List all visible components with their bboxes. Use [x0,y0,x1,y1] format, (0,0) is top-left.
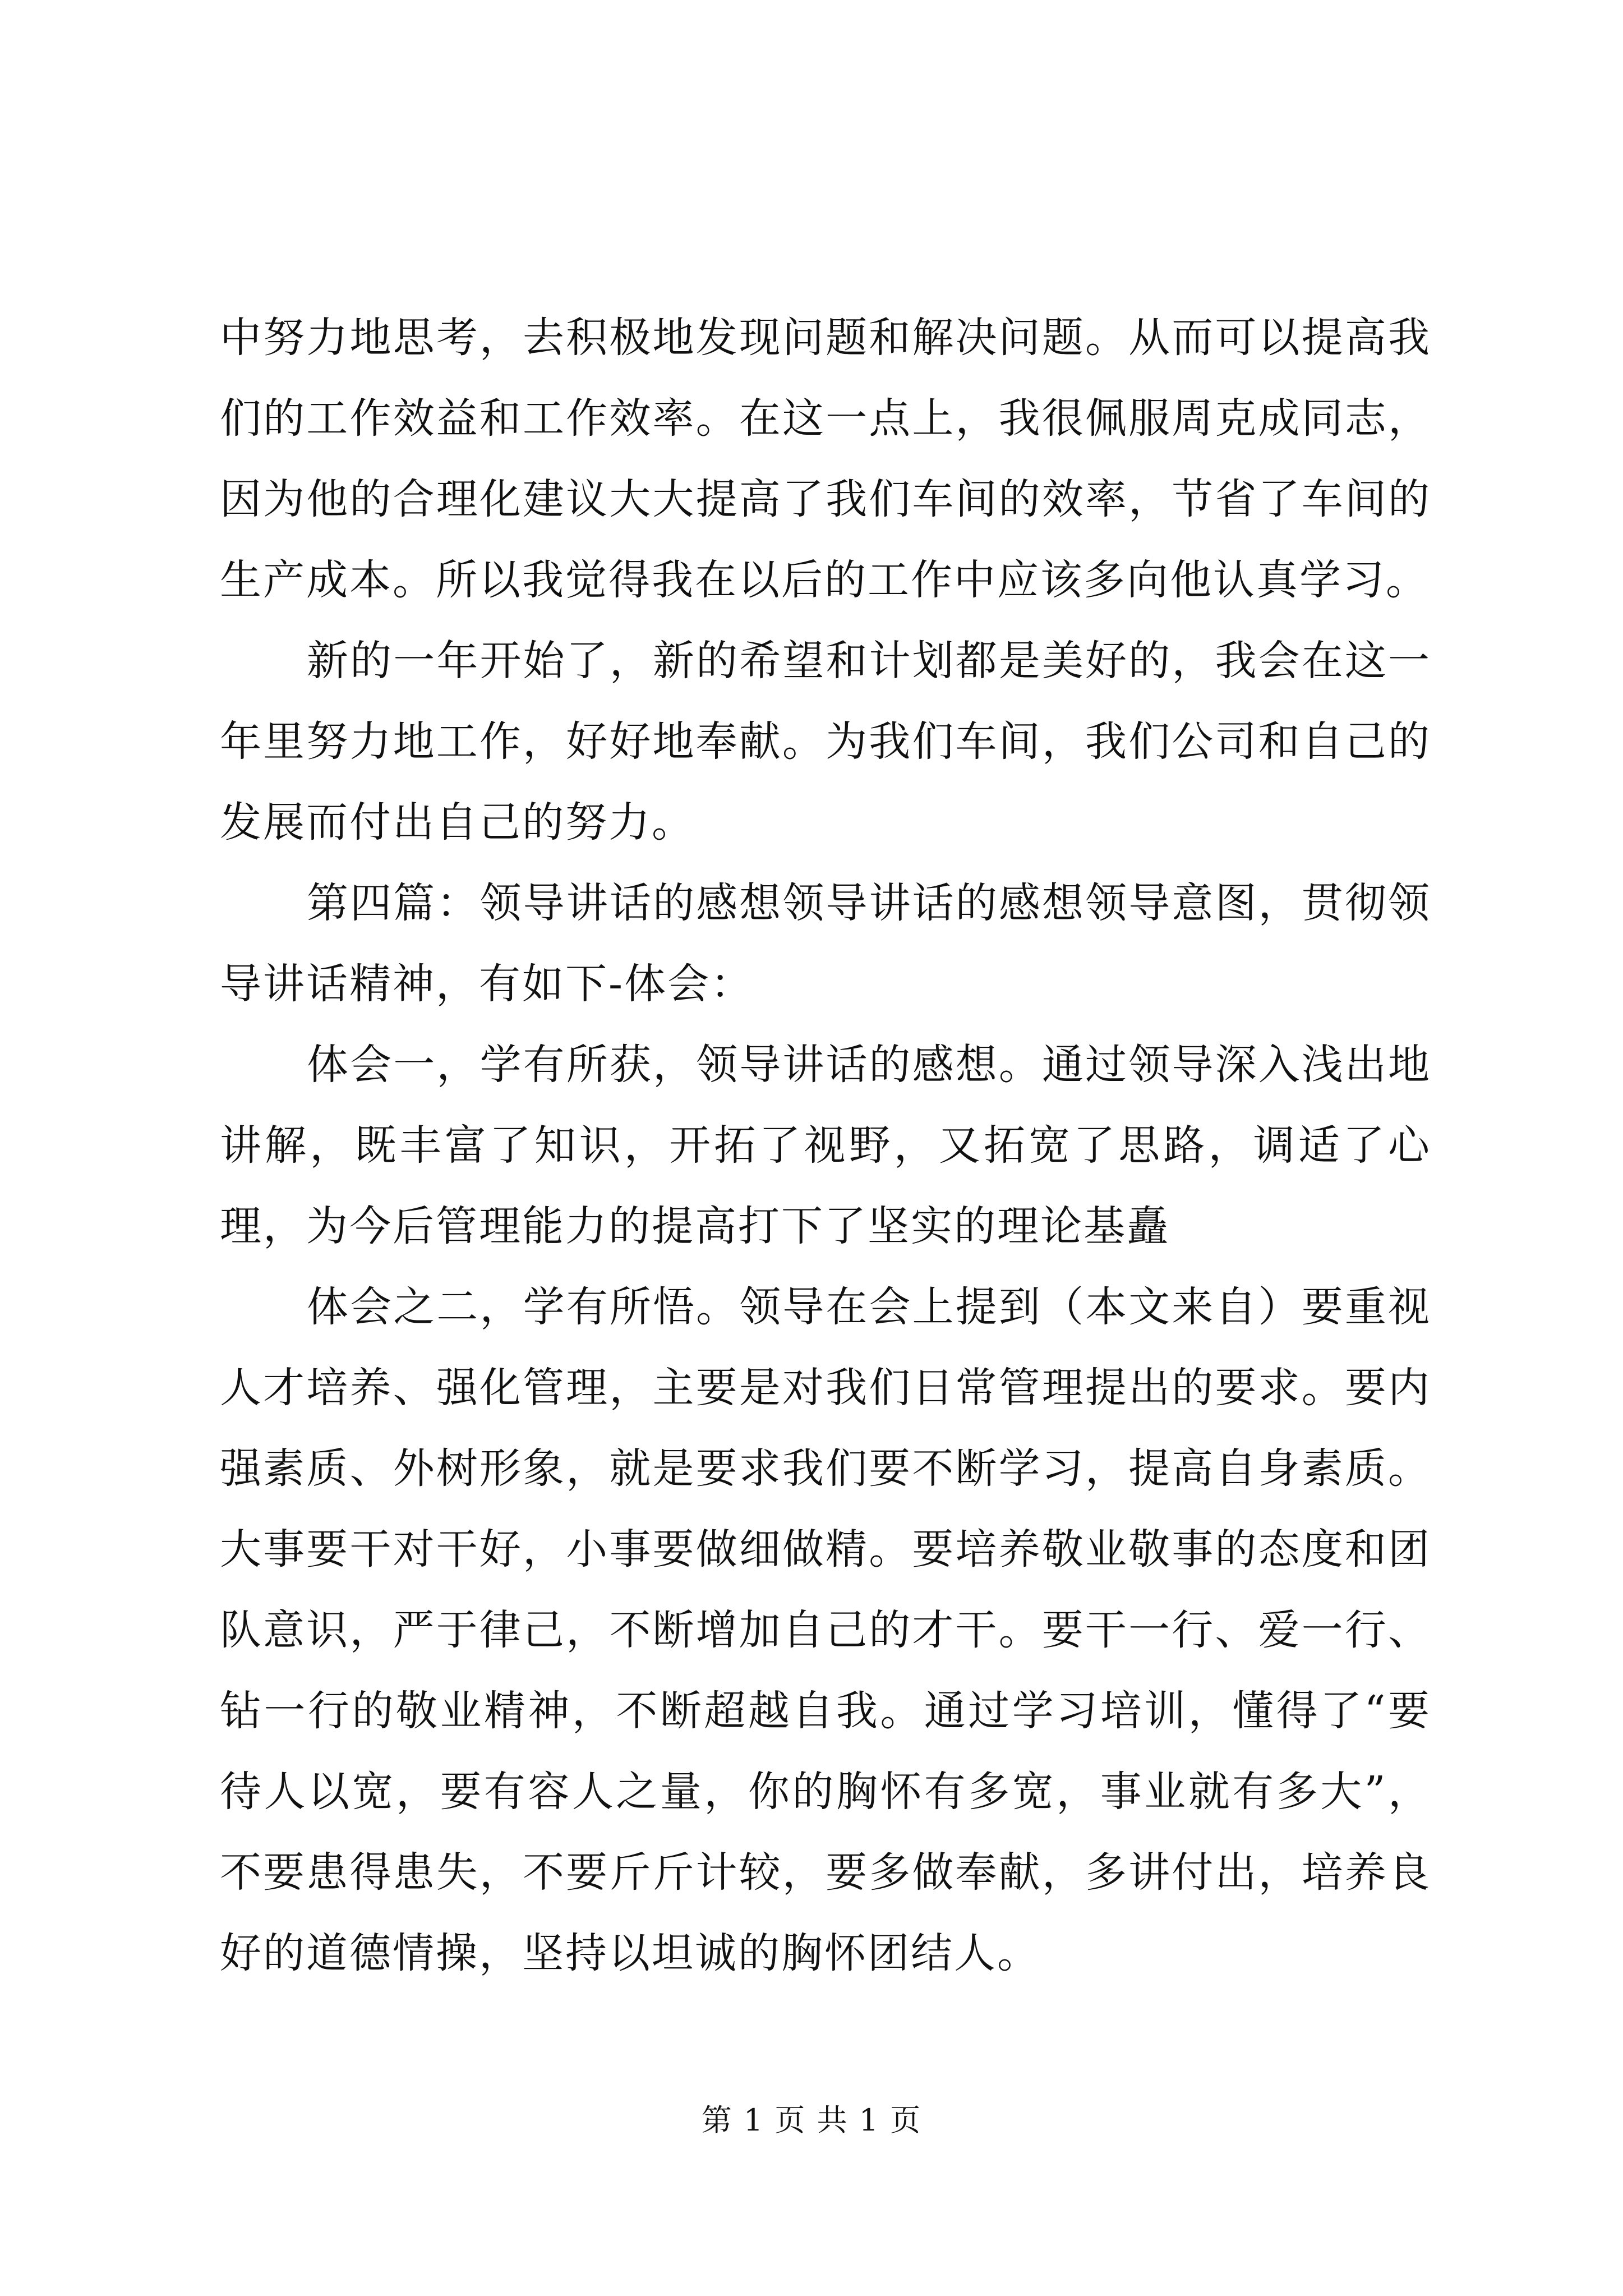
paragraph-continuation: 中努力地思考，去积极地发现问题和解决问题。从而可以提高我们的工作效益和工作效率。在这一点上，我很佩服周克成同志，因为他的合理化建议大大提高了我们车间的效率，节省了车间的生产成本。所以我觉得我在以后的工作中应该多向他认真学习。 [220,314,1431,604]
paragraph-insight-one: 体会一，学有所获，领导讲话的感想。通过领导深入浅出地讲解，既丰富了知识，开拓了视野，又拓宽了思路，调适了心理，为今后管理能力的提高打下了坚实的理论基矗 [220,1041,1431,1250]
paragraph-chapter-four-heading: 第四篇：领导讲话的感想领导讲话的感想领导意图，贯彻领导讲话精神，有如下-体会： [220,879,1431,1008]
paragraph-insight-two: 体会之二，学有所悟。领导在会上提到（本文来自）要重视人才培养、强化管理，主要是对我们日常管理提出的要求。要内强素质、外树形象，就是要求我们要不断学习，提高自身素质。大事要干对干好，小事要做细做精。要培养敬业敬事的态度和团队意识，严于律己，不断增加自己的才干。要干一行、爱一行、钻一行的敬业精神，不断超越自我。通过学习培训，懂得了“要待人以宽，要有容人之量，你的胸怀有多宽，事业就有多大”，不要患得患失，不要斤斤计较，要多做奉献，多讲付出，培养良好的道德情操，坚持以坦诚的胸怀团结人。 [220,1283,1431,1977]
page-footer: 第 1 页 共 1 页 [701,2102,922,2138]
paragraph-new-year: 新的一年开始了，新的希望和计划都是美好的，我会在这一年里努力地工作，好好地奉献。为我们车间，我们公司和自己的发展而付出自己的努力。 [220,637,1431,846]
document-body [220,297,1431,1994]
